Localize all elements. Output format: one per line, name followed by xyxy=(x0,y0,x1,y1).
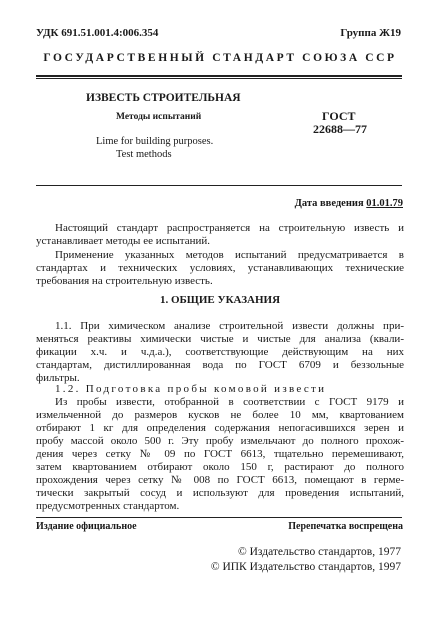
title-divider xyxy=(36,185,402,186)
intro-paragraph-1 xyxy=(36,222,404,248)
standard-name-en-line2: Test methods xyxy=(116,149,172,160)
state-standard-title: ГОСУДАРСТВЕННЫЙ СТАНДАРТ СОЮЗА ССР xyxy=(43,52,397,64)
text-line: Настоящий стандарт распространяется на строительную известь и xyxy=(55,222,404,234)
text-line: устанавливает методы ее испытаний. xyxy=(36,235,210,247)
text-line: измельченной до размеров кусков не более 10 мм, квартованием xyxy=(36,409,404,421)
text-line: Из пробы извести, отобранной в соответствии с ГОСТ 9179 и xyxy=(55,396,404,408)
reprint-prohibited: Перепечатка воспрещена xyxy=(288,521,403,532)
text-line: требования на строительную известь. xyxy=(36,275,213,287)
footer-divider xyxy=(36,517,402,518)
group-code: Группа Ж19 xyxy=(340,27,401,39)
copyright-1: © Издательство стандартов, 1977 xyxy=(237,546,401,558)
clause-1-2-heading: 1.2. Подготовка пробы комовой извести xyxy=(55,383,327,395)
header-rule-top xyxy=(36,75,402,77)
section-1-heading: 1. ОБЩИЕ УКАЗАНИЯ xyxy=(159,294,281,306)
gost-number: 22688—77 xyxy=(313,122,367,136)
effective-date-label: Дата введения xyxy=(294,198,364,209)
text-line: затем квартованием отбирают около 150 г, растирают до полного xyxy=(36,461,404,473)
standard-subtitle-ru: Методы испытаний xyxy=(116,112,202,122)
text-line: 1.1. При химическом анализе строительной извести должны при- xyxy=(55,320,404,332)
text-line: тически закрытый сосуд и используют для проведения испытаний, xyxy=(36,487,404,499)
effective-date-value: 01.01.79 xyxy=(366,198,403,209)
standard-name-ru: ИЗВЕСТЬ СТРОИТЕЛЬНАЯ xyxy=(86,92,241,104)
clause-1-2 xyxy=(36,396,404,513)
text-line: предусмотренных стандартом. xyxy=(36,500,180,512)
text-line: меняться реактивы химически чистые и чистые для анализа (квали- xyxy=(36,333,404,345)
official-edition: Издание официальное xyxy=(36,521,137,532)
text-line: пробу массой около 500 г. Эту пробу измельчают до полного прохож- xyxy=(36,435,404,447)
udk-code: УДК 691.51.001.4:006.354 xyxy=(36,27,159,39)
text-line: фикации х.ч. и ч.д.а.), соответствующие действующим на них xyxy=(36,346,404,358)
text-line: прохождения через сетку № 008 по ГОСТ 6613, помещают в герме- xyxy=(36,474,404,486)
text-line: стандартах и технических условиях, устанавливающих технические xyxy=(36,262,404,274)
copyright-2: © ИПК Издательство стандартов, 1997 xyxy=(210,561,401,573)
clause-1-1 xyxy=(36,320,404,385)
text-line: Применение указанных методов испытаний предусматривается в xyxy=(55,249,404,261)
effective-date xyxy=(295,198,403,209)
gost-label: ГОСТ xyxy=(322,109,356,123)
standard-name-en-line1: Lime for building purposes. xyxy=(96,136,214,147)
header-rule-bottom xyxy=(36,78,402,79)
text-line: фильтры. xyxy=(36,372,80,384)
text-line: дения через сетку № 09 по ГОСТ 6613, тщательно перемешивают, xyxy=(36,448,404,460)
text-line: отбирают 1 кг для определения содержания непогасившихся зерен и xyxy=(36,422,404,434)
intro-paragraph-2 xyxy=(36,249,404,288)
text-line: стандартам, дистиллированная вода по ГОСТ 6709 и беззольные xyxy=(36,359,404,371)
